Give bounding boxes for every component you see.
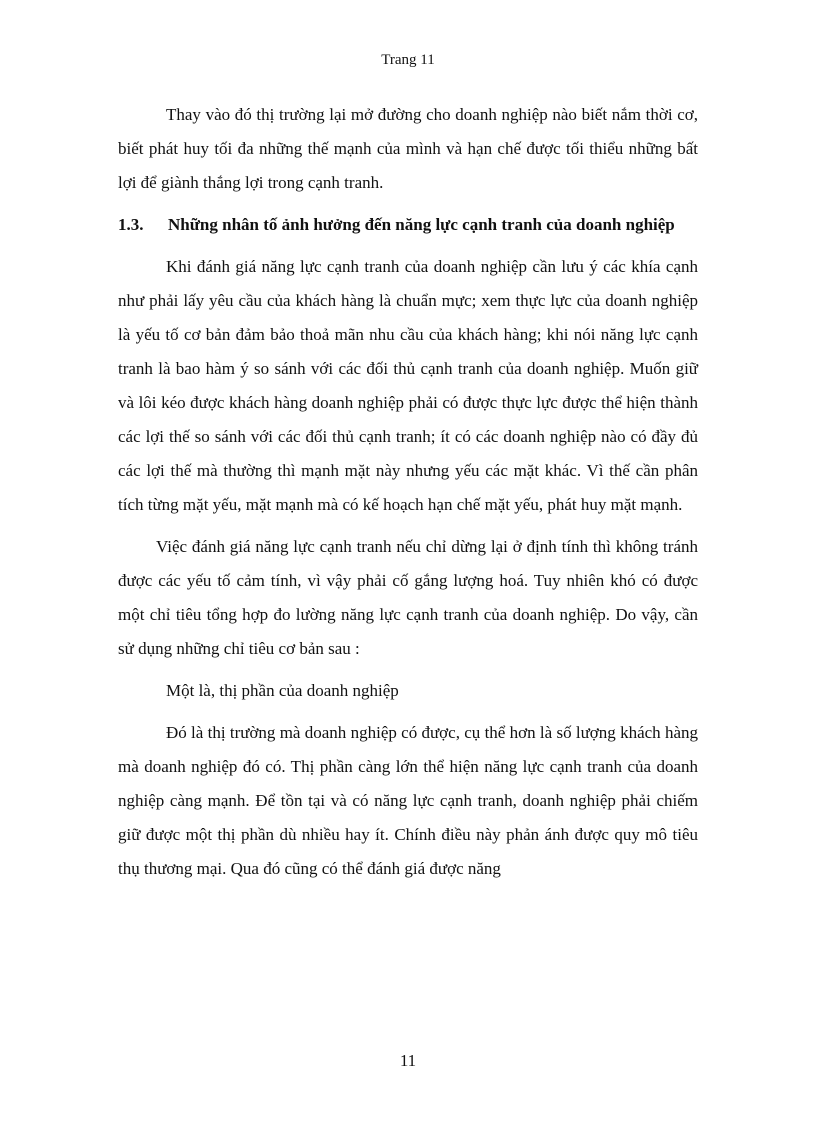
paragraph-intro: Thay vào đó thị trường lại mở đường cho doanh nghiệp nào biết nắm thời cơ, biết phát huy tối đa những thế mạnh của mình và hạn chế được tối thiểu những bất lợi để giành thắng lợi trong cạnh tranh. bbox=[118, 105, 698, 192]
paragraph-market-share: Đó là thị trường mà doanh nghiệp có được, cụ thể hơn là số lượng khách hàng mà doanh nghiệp đó có. Thị phần càng lớn thể hiện năng lực cạnh tranh của doanh nghiệp càng mạnh. Để tồn tại và có năng lực cạnh tranh, doanh nghiệp phải chiếm giữ được một thị phần dù nhiều hay ít. Chính điều này phản ánh được quy mô tiêu thụ thương mại. Qua đó cũng có thể đánh giá được năng bbox=[118, 723, 698, 878]
paragraph-market-share-title: Một là, thị phần của doanh nghiệp bbox=[166, 681, 399, 700]
page-number: 11 bbox=[399, 1051, 417, 1070]
section-number: 1.3. bbox=[118, 215, 144, 234]
paragraph-evaluation: Khi đánh giá năng lực cạnh tranh của doanh nghiệp cần lưu ý các khía cạnh như phải lấy yêu cầu của khách hàng là chuẩn mực; xem thực lực của doanh nghiệp là yếu tố cơ bản đảm bảo thoả mãn nhu cầu của khách hàng; khi nói năng lực cạnh tranh là bao hàm ý so sánh với các đối thủ cạnh tranh của doanh nghiệp. Muốn giữ và lôi kéo được khách hàng doanh nghiệp phải có được thực lực được thể hiện thành các lợi thế so sánh với các đối thủ cạnh tranh; ít có các doanh nghiệp nào có đầy đủ các lợi thế mà thường thì mạnh mặt này nhưng yếu các mặt khác. Vì thế cần phân tích từng mặt yếu, mặt mạnh mà có kế hoạch hạn chế mặt yếu, phát huy mặt mạnh. bbox=[118, 257, 698, 514]
document-body bbox=[118, 98, 698, 894]
page-header bbox=[0, 50, 816, 70]
paragraph-quantification: Việc đánh giá năng lực cạnh tranh nếu chỉ dừng lại ở định tính thì không tránh được các yếu tố cảm tính, vì vậy phải cố gắng lượng hoá. Tuy nhiên khó có được một chỉ tiêu tổng hợp đo lường năng lực cạnh tranh của doanh nghiệp. Do vậy, cần sử dụng những chỉ tiêu cơ bản sau : bbox=[118, 537, 698, 658]
page-label: Trang 11 bbox=[381, 52, 435, 68]
page-footer bbox=[0, 1050, 816, 1072]
section-heading bbox=[118, 208, 698, 242]
section-title: Những nhân tố ảnh hưởng đến năng lực cạnh tranh của doanh nghiệp bbox=[168, 215, 675, 234]
